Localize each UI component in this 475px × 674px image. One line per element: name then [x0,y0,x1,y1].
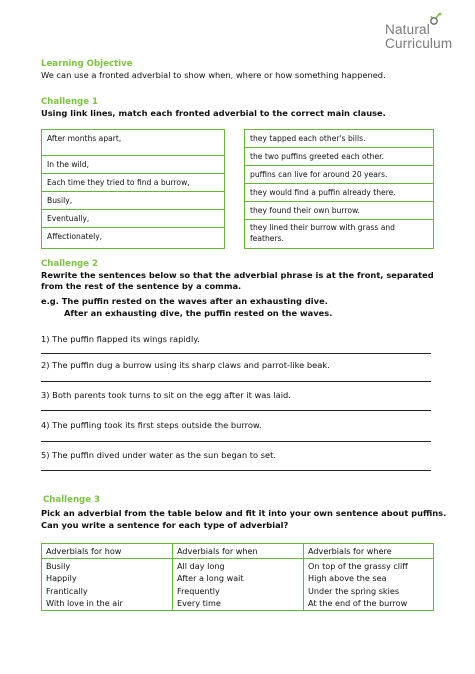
table-cell: All day long [173,559,304,573]
adverbial-cell[interactable]: After months apart, [42,130,224,156]
adverbial-cell[interactable]: Eventually, [42,210,224,228]
leaf-icon [427,12,443,28]
main-clause-cell[interactable]: puffins can live for around 20 years. [245,166,433,184]
adverbial-cell[interactable]: Each time they tried to find a burrow, [42,174,224,192]
main-clause-cell[interactable]: they lined their burrow with grass and feathers. [250,223,395,243]
learning-objective-text: We can use a fronted adverbial to show when, where or how something happened. [41,70,386,80]
table-cell: Under the spring skies [304,585,434,597]
challenge-3-instruction-1: Pick an adverbial from the table below and fit it into your own sentence about puffins. [41,508,447,518]
sentence-3: 3) Both parents took turns to sit on the egg after it was laid. [41,390,291,400]
sentence-5: 5) The puffin dived under water as the sun began to set. [41,450,277,460]
answer-line-1[interactable] [41,353,431,354]
table-row [42,572,434,584]
sentence-4: 4) The puffling took its first steps outside the burrow. [41,420,262,430]
table-cell: With love in the air [42,597,173,610]
fronted-adverbials-box [41,129,225,249]
challenge-3-instruction-2: Can you write a sentence for each type of adverbial? [41,520,289,530]
table-header-row [42,544,434,559]
column-header-how: Adverbials for how [42,544,173,559]
challenge-1-heading: Challenge 1 [41,97,99,107]
table-cell: Frequently [173,585,304,597]
main-clause-cell[interactable]: the two puffins greeted each other. [245,148,433,166]
sentence-1: 1) The puffin flapped its wings rapidly. [41,334,200,344]
challenge-2-example-sentence: e.g. The puffin rested on the waves after an exhausting dive. [41,296,328,306]
main-clauses-box [244,129,434,249]
challenge-2-instruction-1: Rewrite the sentences below so that the adverbial phrase is at the front, separated [41,270,434,280]
main-clause-cell[interactable]: they would find a puffin already there. [245,184,433,202]
challenge-2-example-answer: After an exhausting dive, the puffin rested on the waves. [64,308,333,318]
natural-curriculum-logo [383,12,467,56]
sentence-2: 2) The puffin dug a burrow using its sharp claws and parrot-like beak. [41,360,330,370]
learning-objective-heading: Learning Objective [41,59,133,69]
adverbials-table [41,543,434,611]
answer-line-2[interactable] [41,381,431,382]
column-header-when: Adverbials for when [173,544,304,559]
column-header-where: Adverbials for where [304,544,434,559]
challenge-3-heading: Challenge 3 [43,495,101,505]
challenge-2-instruction-2: from the rest of the sentence by a comma. [41,281,242,291]
answer-line-5[interactable] [41,470,431,471]
challenge-2-heading: Challenge 2 [41,259,99,269]
table-cell: At the end of the burrow [304,597,434,610]
table-row [42,559,434,573]
challenge-1-instruction: Using link lines, match each fronted adverbial to the correct main clause. [41,108,386,118]
answer-line-4[interactable] [41,441,431,442]
table-cell: Busily [42,559,173,573]
table-cell: After a long wait [173,572,304,584]
table-cell: Every time [173,597,304,610]
table-cell: High above the sea [304,572,434,584]
adverbial-cell[interactable]: Busily, [42,192,224,210]
table-cell: Happily [42,572,173,584]
table-row [42,597,434,610]
adverbial-cell[interactable]: In the wild, [42,156,224,174]
logo-line-1: Natural [385,22,430,37]
table-cell: Frantically [42,585,173,597]
adverbial-cell[interactable]: Affectionately, [47,232,103,241]
main-clause-cell[interactable]: they found their own burrow. [245,202,433,220]
table-row [42,585,434,597]
answer-line-3[interactable] [41,410,431,411]
logo-line-2: Curriculum [385,36,453,51]
table-cell: On top of the grassy cliff [304,559,434,573]
main-clause-cell[interactable]: they tapped each other's bills. [245,130,433,148]
